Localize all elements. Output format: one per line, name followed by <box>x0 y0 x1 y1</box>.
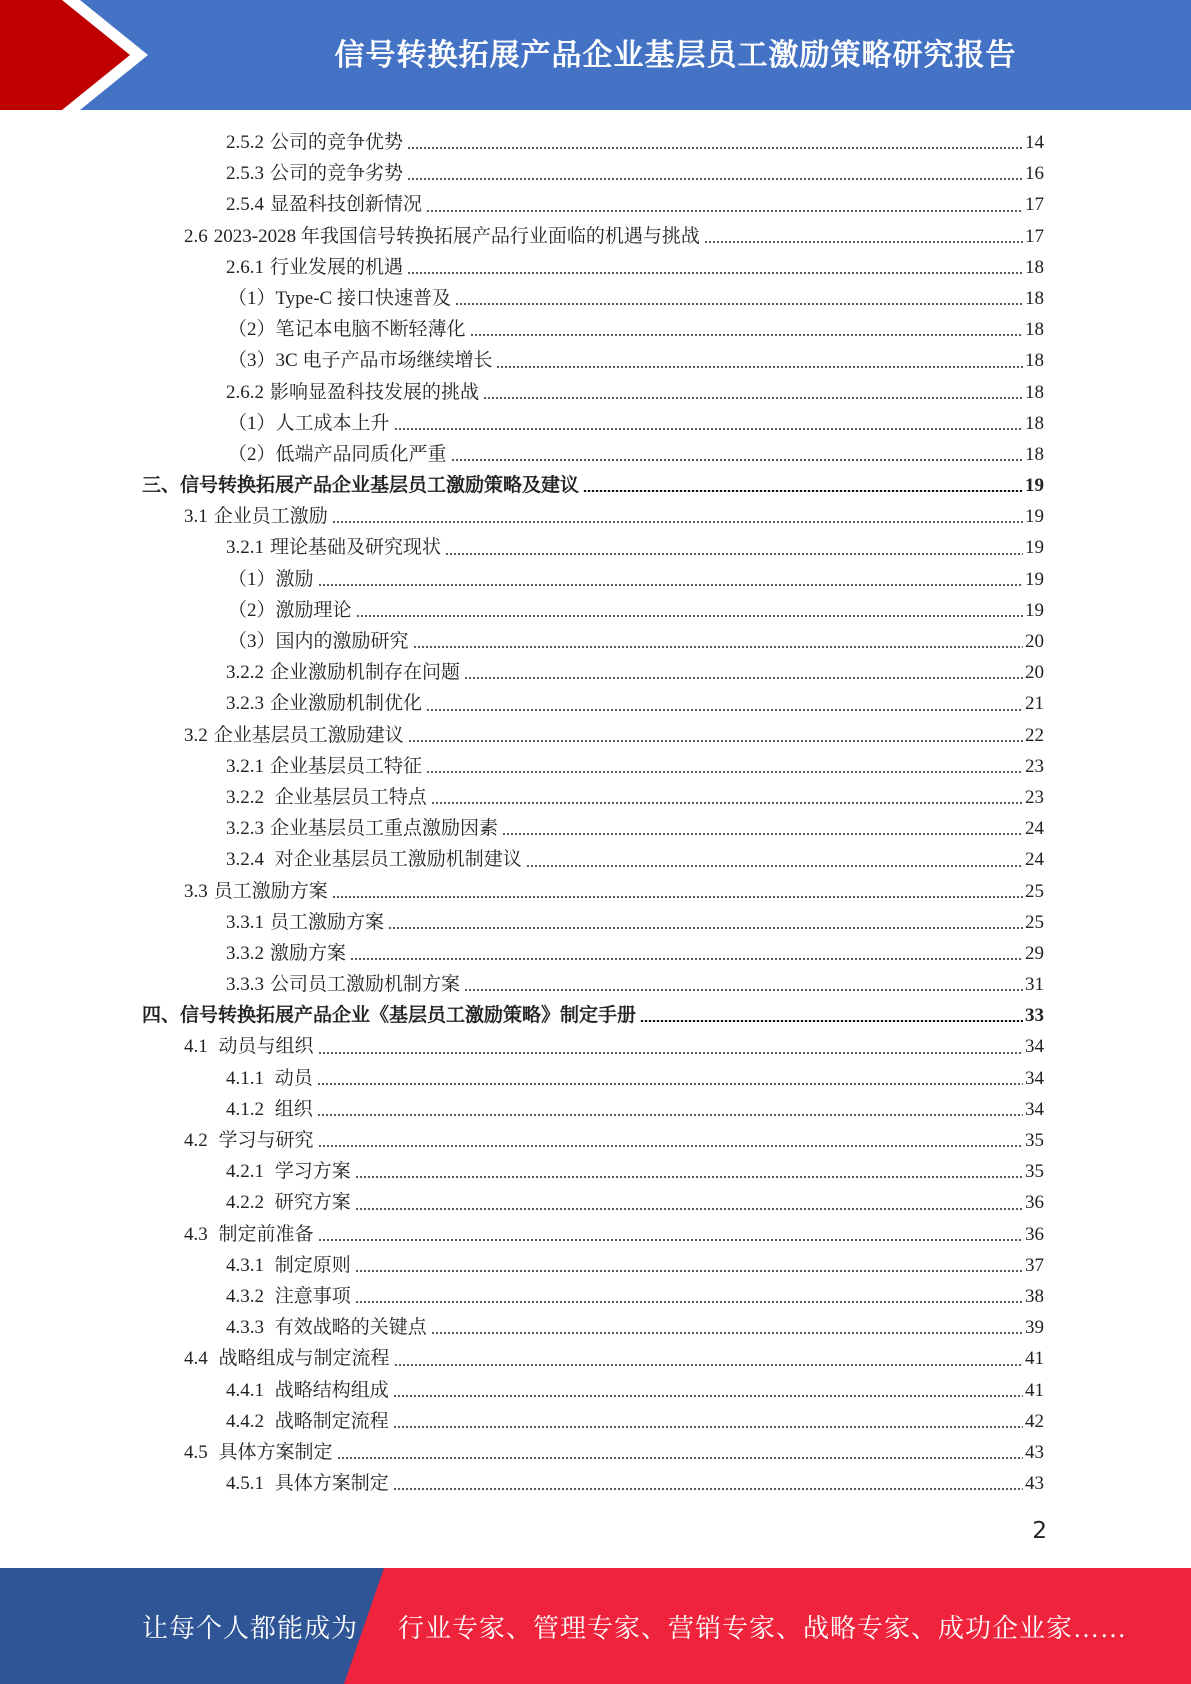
toc-dot-leader <box>355 1301 1023 1303</box>
toc-dot-leader <box>426 210 1023 212</box>
toc-entry[interactable] <box>0 127 1191 158</box>
toc-entry-number: 3.3.3 <box>226 974 264 996</box>
toc-dot-leader <box>394 428 1023 430</box>
toc-entry-title: 3C 电子产品市场继续增长 <box>275 350 493 372</box>
toc-entry[interactable] <box>0 1031 1191 1062</box>
toc-entry-page: 18 <box>1025 443 1044 465</box>
toc-entry-number: 3.2.3 <box>226 818 264 840</box>
toc-dot-leader <box>318 584 1023 586</box>
toc-entry-number: 4.3.1 <box>226 1254 264 1276</box>
toc-entry-title: 信号转换拓展产品企业《基层员工激励策略》制定手册 <box>180 1005 637 1027</box>
toc-entry-title: 显盈科技创新情况 <box>270 194 423 216</box>
toc-dot-leader <box>426 709 1023 711</box>
toc-entry-number: 四、 <box>142 1005 181 1027</box>
toc-entry[interactable] <box>0 345 1191 376</box>
toc-entry-title: 学习方案 <box>270 1161 351 1183</box>
toc-entry[interactable] <box>0 1281 1191 1312</box>
toc-entry-page: 36 <box>1025 1223 1044 1245</box>
footer-slogan-left: 让每个人都能成为 <box>142 1613 359 1643</box>
toc-entry-page: 19 <box>1025 537 1044 559</box>
toc-dot-leader <box>332 521 1023 523</box>
toc-entry-number: 4.1.1 <box>226 1067 264 1089</box>
toc-entry[interactable] <box>0 377 1191 408</box>
toc-dot-leader <box>407 178 1023 180</box>
toc-dot-leader <box>355 1270 1023 1272</box>
toc-entry-page: 19 <box>1025 506 1044 528</box>
toc-entry-title: 战略组成与制定流程 <box>213 1348 390 1370</box>
report-title: 信号转换拓展产品企业基层员工激励策略研究报告 <box>334 38 1017 73</box>
toc-entry-title: 人工成本上升 <box>275 412 390 434</box>
toc-entry-number: 2.6.2 <box>226 381 264 403</box>
page-header <box>0 0 1191 110</box>
toc-entry-title: 制定前准备 <box>213 1223 314 1245</box>
toc-entry-page: 19 <box>1025 599 1044 621</box>
toc-entry[interactable] <box>0 283 1191 314</box>
toc-entry-page: 19 <box>1025 568 1044 590</box>
toc-entry-page: 21 <box>1025 693 1044 715</box>
toc-dot-leader <box>431 1332 1023 1334</box>
toc-dot-leader <box>318 1145 1023 1147</box>
toc-entry-page: 41 <box>1025 1348 1044 1370</box>
toc-entry[interactable] <box>0 1343 1191 1374</box>
toc-entry-page: 36 <box>1025 1192 1044 1214</box>
toc-entry-page: 31 <box>1025 974 1044 996</box>
toc-entry[interactable] <box>0 1312 1191 1343</box>
toc-entry-title: 注意事项 <box>270 1285 351 1307</box>
toc-entry-number: 3.2.4 <box>226 849 264 871</box>
toc-entry-title: 公司的竞争劣势 <box>270 163 404 185</box>
toc-dot-leader <box>451 459 1023 461</box>
toc-entry[interactable] <box>0 158 1191 189</box>
toc-entry-number: 3.2.2 <box>226 662 264 684</box>
toc-entry[interactable] <box>0 938 1191 969</box>
toc-entry-number: 3.2.2 <box>226 786 264 808</box>
toc-entry-number: （2） <box>228 319 276 341</box>
toc-entry-title: 组织 <box>270 1098 313 1120</box>
toc-entry[interactable] <box>0 532 1191 563</box>
toc-dot-leader <box>496 366 1023 368</box>
toc-entry[interactable] <box>0 782 1191 813</box>
toc-entry[interactable] <box>0 1219 1191 1250</box>
toc-entry-page: 23 <box>1025 786 1044 808</box>
toc-dot-leader <box>502 833 1023 835</box>
toc-entry-page: 37 <box>1025 1254 1044 1276</box>
toc-entry-number: 4.1 <box>184 1036 208 1058</box>
toc-dot-leader <box>356 615 1023 617</box>
toc-entry-page: 42 <box>1025 1410 1044 1432</box>
chevron-arrow-icon <box>0 0 160 110</box>
toc-entry-title: 激励理论 <box>275 599 352 621</box>
toc-entry-page: 16 <box>1025 163 1044 185</box>
toc-entry[interactable] <box>0 1375 1191 1406</box>
toc-entry-number: （1） <box>228 568 276 590</box>
toc-entry[interactable] <box>0 657 1191 688</box>
toc-entry[interactable] <box>0 221 1191 252</box>
toc-entry-number: 4.5.1 <box>226 1473 264 1495</box>
toc-entry-title: 低端产品同质化严重 <box>275 443 447 465</box>
toc-dot-leader <box>393 1426 1023 1428</box>
toc-entry-page: 17 <box>1025 225 1044 247</box>
toc-entry[interactable] <box>0 1187 1191 1218</box>
toc-entry-title: 笔记本电脑不断轻薄化 <box>275 319 466 341</box>
toc-entry-title: 影响显盈科技发展的挑战 <box>270 381 480 403</box>
toc-entry[interactable] <box>0 1468 1191 1499</box>
toc-entry[interactable] <box>0 501 1191 532</box>
toc-entry-title: 企业基层员工重点激励因素 <box>270 818 499 840</box>
toc-entry-page: 25 <box>1025 911 1044 933</box>
toc-entry[interactable] <box>0 1094 1191 1125</box>
toc-entry[interactable] <box>0 1406 1191 1437</box>
toc-dot-leader <box>470 334 1023 336</box>
toc-entry[interactable] <box>0 1000 1191 1031</box>
toc-entry-page: 24 <box>1025 818 1044 840</box>
toc-entry-title: 国内的激励研究 <box>275 631 409 652</box>
toc-entry-page: 18 <box>1025 319 1044 341</box>
toc-entry-page: 34 <box>1025 1036 1044 1058</box>
toc-entry[interactable] <box>0 1063 1191 1094</box>
toc-dot-leader <box>407 272 1023 274</box>
toc-entry-number: 4.2.2 <box>226 1192 264 1214</box>
toc-entry-page: 17 <box>1025 194 1044 216</box>
toc-entry-number: （1） <box>228 287 276 309</box>
toc-entry[interactable] <box>0 1437 1191 1468</box>
toc-entry-title: 行业发展的机遇 <box>270 256 404 278</box>
toc-entry-number: （3） <box>228 350 276 372</box>
toc-entry-number: 2.5.3 <box>226 163 264 185</box>
toc-entry-title: 学习与研究 <box>213 1130 314 1151</box>
toc-entry-title: 公司员工激励机制方案 <box>270 974 461 996</box>
toc-dot-leader <box>393 1488 1023 1490</box>
toc-dot-leader <box>394 1364 1023 1366</box>
page-footer <box>0 1568 1191 1684</box>
toc-entry-title: 企业基层员工特点 <box>270 786 427 808</box>
toc-entry-number: 3.3.2 <box>226 942 264 964</box>
toc-entry-number: 4.4.2 <box>226 1410 264 1432</box>
toc-entry-number: 3.3 <box>184 880 208 902</box>
toc-entry-number: 2.6.1 <box>226 256 264 278</box>
toc-entry-page: 35 <box>1025 1130 1044 1151</box>
toc-dot-leader <box>464 677 1023 679</box>
toc-dot-leader <box>355 1176 1023 1178</box>
toc-entry-page: 22 <box>1025 724 1044 746</box>
toc-entry[interactable] <box>0 314 1191 345</box>
toc-entry-number: 三、 <box>142 475 181 497</box>
toc-entry-page: 14 <box>1025 132 1044 153</box>
toc-entry-title: 理论基础及研究现状 <box>270 537 442 559</box>
toc-entry-title: 具体方案制定 <box>213 1441 333 1463</box>
toc-entry-number: 4.2.1 <box>226 1161 264 1183</box>
toc-dot-leader <box>337 1457 1023 1459</box>
toc-entry[interactable] <box>0 969 1191 1000</box>
toc-entry[interactable] <box>0 626 1191 657</box>
toc-entry[interactable] <box>0 1156 1191 1187</box>
toc-entry-title: 公司的竞争优势 <box>270 132 404 153</box>
toc-entry-number: 4.3.3 <box>226 1317 264 1339</box>
toc-entry-title: 动员与组织 <box>213 1036 314 1058</box>
toc-entry-number: （1） <box>228 412 276 434</box>
toc-entry-page: 18 <box>1025 287 1044 309</box>
toc-entry-title: 战略结构组成 <box>270 1379 389 1401</box>
toc-entry-number: （2） <box>228 443 276 465</box>
toc-entry-title: 激励方案 <box>270 942 347 964</box>
toc-entry-page: 39 <box>1025 1317 1044 1339</box>
toc-entry[interactable] <box>0 1250 1191 1281</box>
toc-entry[interactable] <box>0 1125 1191 1156</box>
toc-dot-leader <box>317 1083 1023 1085</box>
toc-entry-page: 20 <box>1025 631 1044 652</box>
toc-entry-number: 4.4.1 <box>226 1379 264 1401</box>
toc-entry-page: 43 <box>1025 1441 1044 1463</box>
toc-entry-number: （3） <box>228 631 276 652</box>
toc-dot-leader <box>640 1020 1023 1022</box>
toc-entry[interactable] <box>0 470 1191 501</box>
toc-entry-title: 具体方案制定 <box>270 1473 389 1495</box>
toc-entry-page: 23 <box>1025 755 1044 777</box>
toc-entry-number: 3.2 <box>184 724 208 746</box>
toc-entry-number: 2.6 <box>184 225 208 247</box>
toc-entry-title: 对企业基层员工激励机制建议 <box>270 849 522 871</box>
toc-entry-number: 4.3 <box>184 1223 208 1245</box>
toc-entry-number: 4.5 <box>184 1441 208 1463</box>
toc-entry-page: 43 <box>1025 1473 1044 1495</box>
toc-entry-title: 信号转换拓展产品企业基层员工激励策略及建议 <box>180 475 580 497</box>
toc-entry-title: 企业员工激励 <box>213 506 328 528</box>
toc-entry-title: 企业基层员工激励建议 <box>213 724 404 746</box>
toc-entry-number: 2.5.4 <box>226 194 264 216</box>
toc-entry-page: 18 <box>1025 350 1044 372</box>
table-of-contents <box>0 127 1191 1499</box>
toc-entry-title: 动员 <box>270 1067 313 1089</box>
toc-entry-page: 38 <box>1025 1285 1044 1307</box>
toc-dot-leader <box>355 1208 1023 1210</box>
toc-dot-leader <box>445 553 1023 555</box>
toc-entry-number: 4.1.2 <box>226 1098 264 1120</box>
toc-entry-number: 3.3.1 <box>226 911 264 933</box>
toc-dot-leader <box>464 989 1023 991</box>
toc-entry-page: 34 <box>1025 1098 1044 1120</box>
toc-entry-number: 4.3.2 <box>226 1285 264 1307</box>
toc-entry-number: 4.4 <box>184 1348 208 1370</box>
toc-entry-title: 企业激励机制优化 <box>270 693 423 715</box>
toc-entry[interactable] <box>0 408 1191 439</box>
toc-dot-leader <box>332 896 1023 898</box>
toc-dot-leader <box>350 958 1023 960</box>
toc-entry[interactable] <box>0 751 1191 782</box>
toc-entry[interactable] <box>0 720 1191 751</box>
toc-dot-leader <box>393 1395 1023 1397</box>
footer-slogan-right: 行业专家、管理专家、营销专家、战略专家、成功企业家…… <box>398 1613 1128 1643</box>
toc-entry-page: 29 <box>1025 942 1044 964</box>
toc-dot-leader <box>407 147 1023 149</box>
toc-entry[interactable] <box>0 252 1191 283</box>
toc-entry-title: Type-C 接口快速普及 <box>275 287 451 309</box>
toc-entry[interactable] <box>0 907 1191 938</box>
toc-entry-title: 企业基层员工特征 <box>270 755 423 777</box>
toc-dot-leader <box>318 1239 1023 1241</box>
toc-entry-number: 3.2.1 <box>226 755 264 777</box>
toc-dot-leader <box>318 1052 1023 1054</box>
toc-entry-title: 企业激励机制存在问题 <box>270 662 461 684</box>
toc-entry-page: 18 <box>1025 381 1044 403</box>
toc-entry-number: 4.2 <box>184 1130 208 1151</box>
toc-dot-leader <box>704 241 1023 243</box>
toc-entry[interactable] <box>0 688 1191 719</box>
page-number: 2 <box>1032 1518 1047 1544</box>
toc-entry-number: 3.2.1 <box>226 537 264 559</box>
toc-dot-leader <box>388 927 1023 929</box>
toc-dot-leader <box>483 397 1023 399</box>
toc-dot-leader <box>431 802 1023 804</box>
toc-entry-page: 20 <box>1025 662 1044 684</box>
toc-entry-page: 41 <box>1025 1379 1044 1401</box>
toc-dot-leader <box>426 771 1023 773</box>
toc-entry-number: 2.5.2 <box>226 132 264 153</box>
toc-entry[interactable] <box>0 876 1191 907</box>
toc-entry-page: 35 <box>1025 1161 1044 1183</box>
toc-entry-page: 18 <box>1025 412 1044 434</box>
toc-entry-page: 33 <box>1025 1005 1044 1027</box>
toc-entry-number: 3.1 <box>184 506 208 528</box>
toc-dot-leader <box>583 490 1023 492</box>
toc-entry[interactable] <box>0 564 1191 595</box>
toc-entry-title: 2023-2028 年我国信号转换拓展产品行业面临的机遇与挑战 <box>213 225 700 247</box>
toc-entry-page: 19 <box>1025 475 1044 497</box>
toc-entry-title: 有效战略的关键点 <box>270 1317 427 1339</box>
toc-dot-leader <box>526 865 1023 867</box>
toc-entry-number: 3.2.3 <box>226 693 264 715</box>
toc-dot-leader <box>317 1114 1023 1116</box>
toc-entry-title: 员工激励方案 <box>213 880 328 902</box>
toc-entry-title: 制定原则 <box>270 1254 351 1276</box>
toc-entry-title: 研究方案 <box>270 1192 351 1214</box>
toc-entry-title: 战略制定流程 <box>270 1410 389 1432</box>
toc-dot-leader <box>413 646 1023 648</box>
toc-dot-leader <box>455 303 1023 305</box>
toc-entry[interactable] <box>0 189 1191 220</box>
toc-entry-page: 24 <box>1025 849 1044 871</box>
toc-dot-leader <box>408 740 1023 742</box>
toc-entry-number: （2） <box>228 599 276 621</box>
toc-entry-page: 34 <box>1025 1067 1044 1089</box>
toc-entry[interactable] <box>0 439 1191 470</box>
toc-entry[interactable] <box>0 813 1191 844</box>
toc-entry[interactable] <box>0 844 1191 875</box>
toc-entry-title: 员工激励方案 <box>270 911 385 933</box>
toc-entry-title: 激励 <box>275 568 314 590</box>
toc-entry[interactable] <box>0 595 1191 626</box>
toc-entry-page: 18 <box>1025 256 1044 278</box>
toc-entry-page: 25 <box>1025 880 1044 902</box>
